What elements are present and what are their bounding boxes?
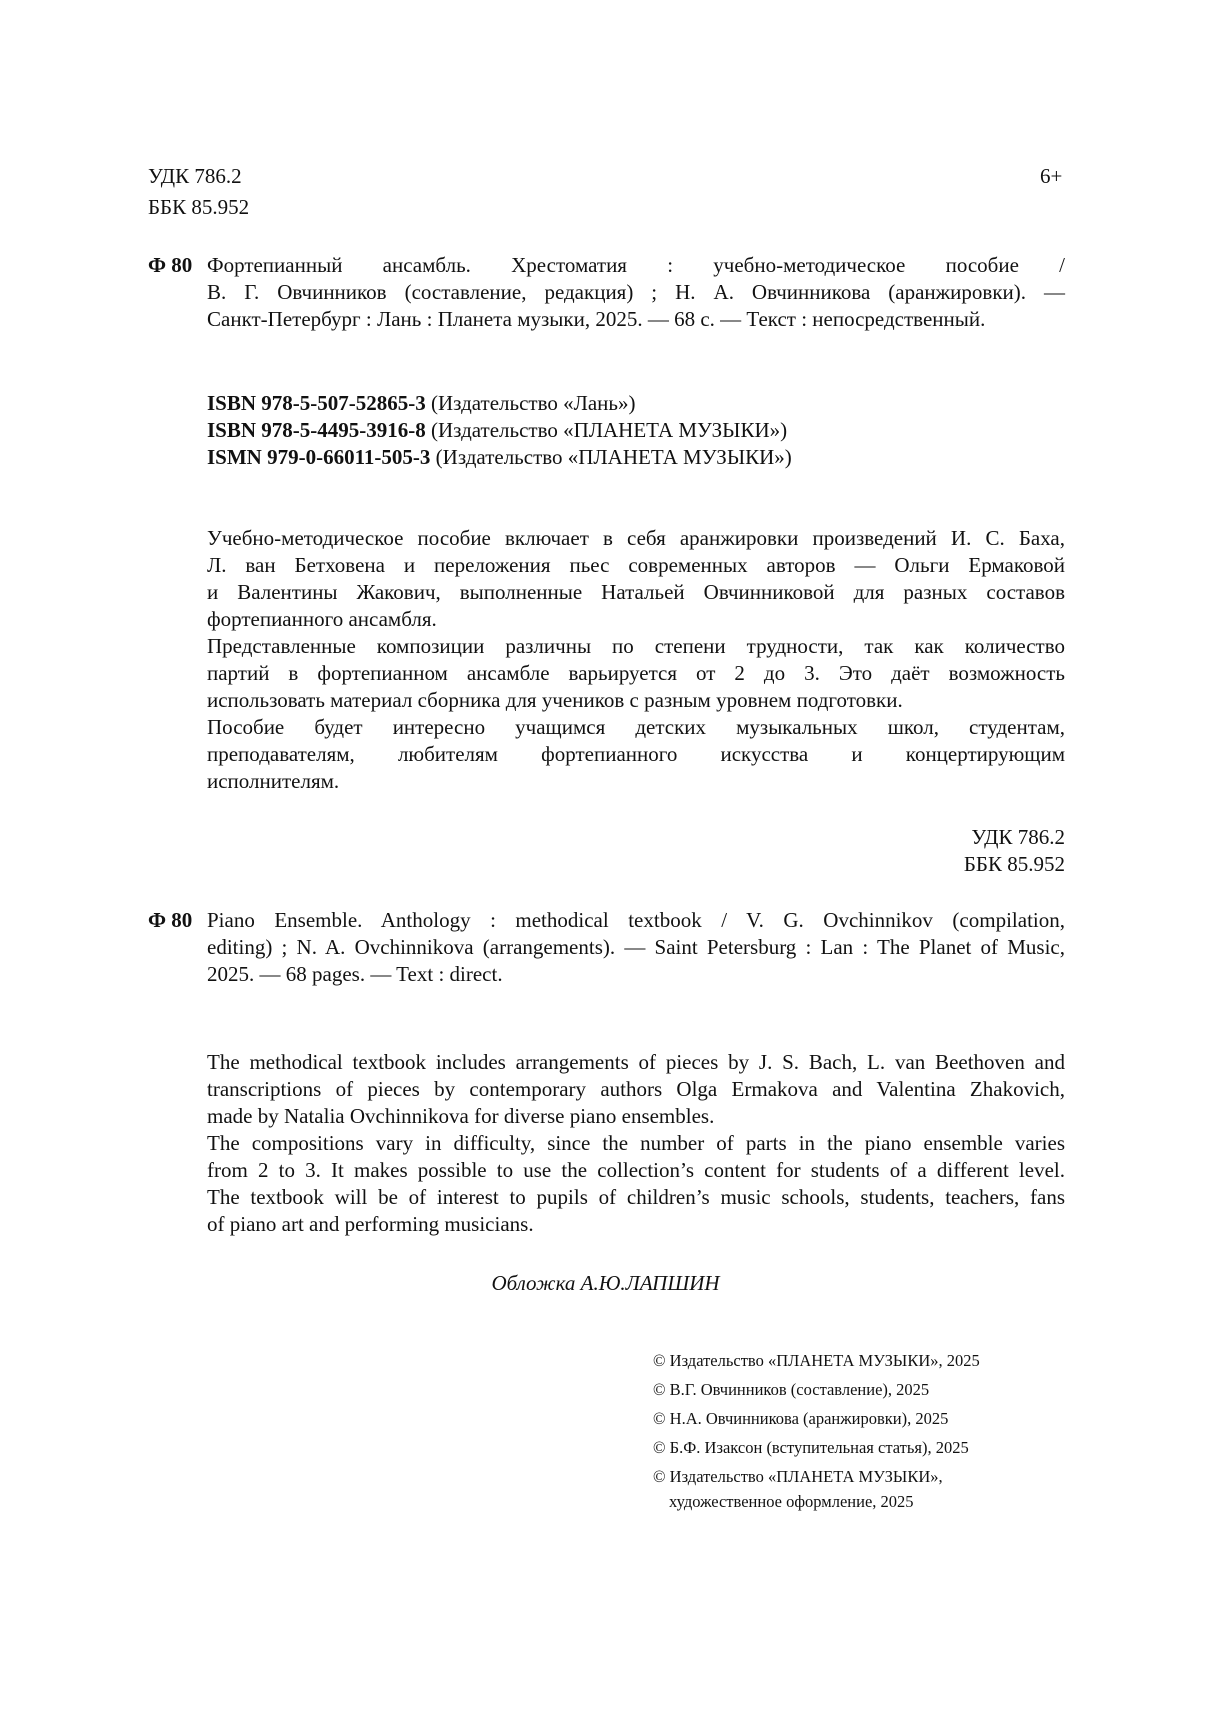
copyright-line: художественное оформление, 2025	[669, 1492, 914, 1511]
abstract-line: The methodical textbook includes arrangements of pieces by J. S. Bach, L. van Beethoven and	[207, 1050, 1065, 1074]
abstract-line: преподавателям, любителям фортепианного искусства и концертирующим	[207, 742, 1065, 766]
en-entry-line: Piano Ensemble. Anthology : methodical textbook / V. G. Ovchinnikov (compilation,	[207, 908, 1065, 932]
ismn-line: ISMN 979-0-66011-505-3 (Издательство «ПЛАНЕТА МУЗЫКИ»)	[207, 445, 792, 469]
en-entry	[207, 907, 1065, 988]
abstract-line: transcriptions of pieces by contemporary authors Olga Ermakova and Valentina Zhakovich,	[207, 1077, 1065, 1101]
abstract-line: made by Natalia Ovchinnikova for diverse piano ensembles.	[207, 1104, 715, 1128]
ru-entry-code: Ф 80	[148, 253, 193, 277]
ru-entry	[207, 252, 1065, 333]
en-entry-line: 2025. — 68 pages. — Text : direct.	[207, 962, 503, 986]
cover-credit: Обложка А.Ю.ЛАПШИН	[491, 1271, 720, 1295]
abstract-line: from 2 to 3. It makes possible to use the collection’s content for students of a different level.	[207, 1158, 1065, 1182]
abstract-line: исполнителям.	[207, 769, 340, 793]
abstract-line: Учебно-методическое пособие включает в себя аранжировки произведений И. С. Баха,	[207, 526, 1065, 550]
en-entry-code: Ф 80	[148, 908, 193, 932]
abstract-line: The textbook will be of interest to pupils of children’s music schools, students, teachers, fans	[207, 1185, 1065, 1209]
abstract-line: Л. ван Бетховена и переложения пьес современных авторов — Ольги Ермаковой	[207, 553, 1065, 577]
isbn-line: ISBN 978-5-507-52865-3 (Издательство «Лань»)	[207, 391, 636, 415]
ru-entry-line: Фортепианный ансамбль. Хрестоматия : учебно-методическое пособие /	[207, 253, 1065, 277]
ru-entry-line: В. Г. Овчинников (составление, редакция) ; Н. А. Овчинникова (аранжировки). —	[207, 280, 1065, 304]
bbk-code: ББК 85.952	[148, 195, 250, 219]
abstract-line: использовать материал сборника для учеников с разным уровнем подготовки.	[207, 688, 903, 712]
ru-entry-line: Санкт-Петербург : Лань : Планета музыки, 2025. — 68 с. — Текст : непосредственный.	[207, 307, 986, 331]
abstract-line: The compositions vary in difficulty, since the number of parts in the piano ensemble varies	[207, 1131, 1065, 1155]
ru-abstract	[207, 525, 1065, 795]
isbn-line: ISBN 978-5-4495-3916-8 (Издательство «ПЛАНЕТА МУЗЫКИ»)	[207, 418, 788, 442]
copyright-line: © Издательство «ПЛАНЕТА МУЗЫКИ»,	[653, 1467, 943, 1486]
udk-code: УДК 786.2	[148, 164, 242, 188]
en-entry-line: editing) ; N. A. Ovchinnikova (arrangements). — Saint Petersburg : Lan : The Planet of Music,	[207, 935, 1065, 959]
abstract-line: и Валентины Жакович, выполненные Натальей Овчинниковой для разных составов	[207, 580, 1065, 604]
abstract-line: Пособие будет интересно учащимся детских музыкальных школ, студентам,	[207, 715, 1065, 739]
abstract-line: Представленные композиции различны по степени трудности, так как количество	[207, 634, 1065, 658]
copyright-block	[653, 1346, 980, 1513]
bbk-code-repeat: ББК 85.952	[963, 852, 1065, 876]
isbn-block	[207, 390, 792, 471]
udk-code-repeat: УДК 786.2	[971, 825, 1065, 849]
copyright-line: © Б.Ф. Изаксон (вступительная статья), 2025	[653, 1438, 969, 1457]
en-abstract	[207, 1049, 1065, 1238]
copyright-line: © Н.А. Овчинникова (аранжировки), 2025	[653, 1409, 949, 1428]
age-rating: 6+	[1040, 164, 1063, 188]
abstract-line: of piano art and performing musicians.	[207, 1212, 534, 1236]
copyright-line: © В.Г. Овчинников (составление), 2025	[653, 1380, 930, 1399]
abstract-line: партий в фортепианном ансамбле варьируется от 2 до 3. Это даёт возможность	[207, 661, 1065, 685]
copyright-line: © Издательство «ПЛАНЕТА МУЗЫКИ», 2025	[653, 1351, 980, 1370]
abstract-line: фортепианного ансамбля.	[207, 607, 437, 631]
